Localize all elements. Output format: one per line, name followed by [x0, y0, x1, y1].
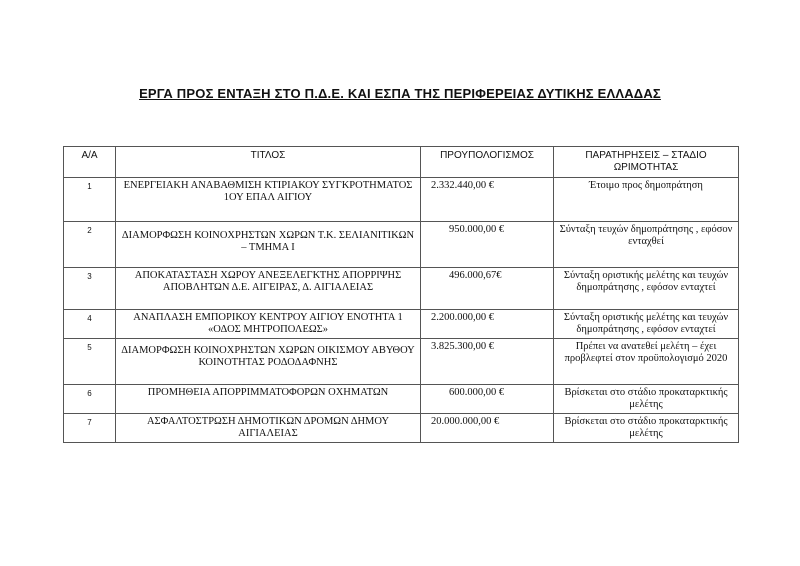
project-budget: 950.000,00 € — [421, 222, 554, 268]
project-title: ΑΣΦΑΛΤΟΣΤΡΩΣΗ ΔΗΜΟΤΙΚΩΝ ΔΡΟΜΩΝ ΔΗΜΟΥ ΑΙΓΙΑΛΕΙΑΣ — [116, 414, 421, 443]
project-notes: Έτοιμο προς δημοπράτηση — [554, 178, 739, 222]
table-row — [64, 385, 739, 414]
row-number: 2 — [64, 222, 116, 268]
project-budget: 496.000,67€ — [421, 268, 554, 310]
table-row — [64, 268, 739, 310]
projects-table — [63, 146, 739, 443]
project-notes: Πρέπει να ανατεθεί μελέτη – έχει προβλεφτεί στον προϋπολογισμό 2020 — [554, 339, 739, 385]
row-number: 4 — [64, 310, 116, 339]
row-number: 3 — [64, 268, 116, 310]
column-header-notes: ΠΑΡΑΤΗΡΗΣΕΙΣ – ΣΤΑΔΙΟ ΩΡΙΜΟΤΗΤΑΣ — [554, 147, 739, 178]
project-budget: 2.200.000,00 € — [421, 310, 554, 339]
row-number: 6 — [64, 385, 116, 414]
project-budget: 600.000,00 € — [421, 385, 554, 414]
project-notes: Βρίσκεται στο στάδιο προκαταρκτικής μελέτης — [554, 385, 739, 414]
project-title: ΔΙΑΜΟΡΦΩΣΗ ΚΟΙΝΟΧΡΗΣΤΩΝ ΧΩΡΩΝ ΟΙΚΙΣΜΟΥ ΑΒΥΘΟΥ ΚΟΙΝΟΤΗΤΑΣ ΡΟΔΟΔΑΦΝΗΣ — [116, 339, 421, 385]
project-notes: Σύνταξη οριστικής μελέτης και τευχών δημοπράτησης , εφόσον ενταχτεί — [554, 268, 739, 310]
project-title: ΠΡΟΜΗΘΕΙΑ ΑΠΟΡΡΙΜΜΑΤΟΦΟΡΩΝ ΟΧΗΜΑΤΩΝ — [116, 385, 421, 414]
project-budget: 2.332.440,00 € — [421, 178, 554, 222]
table-row — [64, 414, 739, 443]
row-number: 1 — [64, 178, 116, 222]
row-number: 5 — [64, 339, 116, 385]
project-budget: 3.825.300,00 € — [421, 339, 554, 385]
project-notes: Σύνταξη τευχών δημοπράτησης , εφόσον ενταχθεί — [554, 222, 739, 268]
column-header-aa: Α/Α — [64, 147, 116, 178]
project-budget: 20.000.000,00 € — [421, 414, 554, 443]
project-title: ΔΙΑΜΟΡΦΩΣΗ ΚΟΙΝΟΧΡΗΣΤΩΝ ΧΩΡΩΝ Τ.Κ. ΣΕΛΙΑΝΙΤΙΚΩΝ – ΤΜΗΜΑ Ι — [116, 222, 421, 268]
project-title: ΕΝΕΡΓΕΙΑΚΗ ΑΝΑΒΑΘΜΙΣΗ ΚΤΙΡΙΑΚΟΥ ΣΥΓΚΡΟΤΗΜΑΤΟΣ 1ΟΥ ΕΠΑΛ ΑΙΓΙΟΥ — [116, 178, 421, 222]
table-row — [64, 339, 739, 385]
row-number: 7 — [64, 414, 116, 443]
table-row — [64, 178, 739, 222]
column-header-budget: ΠΡΟΥΠΟΛΟΓΙΣΜΟΣ — [421, 147, 554, 178]
document-title: ΕΡΓΑ ΠΡΟΣ ΕΝΤΑΞΗ ΣΤΟ Π.Δ.Ε. ΚΑΙ ΕΣΠΑ ΤΗΣ ΠΕΡΙΦΕΡΕΙΑΣ ΔΥΤΙΚΗΣ ΕΛΛΑΔΑΣ — [139, 86, 661, 101]
project-notes: Σύνταξη οριστικής μελέτης και τευχών δημοπράτησης , εφόσον ενταχτεί — [554, 310, 739, 339]
project-title: ΑΠΟΚΑΤΑΣΤΑΣΗ ΧΩΡΟΥ ΑΝΕΞΕΛΕΓΚΤΗΣ ΑΠΟΡΡΙΨΗΣ ΑΠΟΒΛΗΤΩΝ Δ.Ε. ΑΙΓΕΙΡΑΣ, Δ. ΑΙΓΙΑΛΕΙΑΣ — [116, 268, 421, 310]
table-row — [64, 222, 739, 268]
table-header-row — [64, 147, 739, 178]
project-title: ΑΝΑΠΛΑΣΗ ΕΜΠΟΡΙΚΟΥ ΚΕΝΤΡΟΥ ΑΙΓΙΟΥ ΕΝΟΤΗΤΑ 1 «ΟΔΟΣ ΜΗΤΡΟΠΟΛΕΩΣ» — [116, 310, 421, 339]
column-header-title: ΤΙΤΛΟΣ — [116, 147, 421, 178]
table-row — [64, 310, 739, 339]
project-notes: Βρίσκεται στο στάδιο προκαταρκτικής μελέτης — [554, 414, 739, 443]
